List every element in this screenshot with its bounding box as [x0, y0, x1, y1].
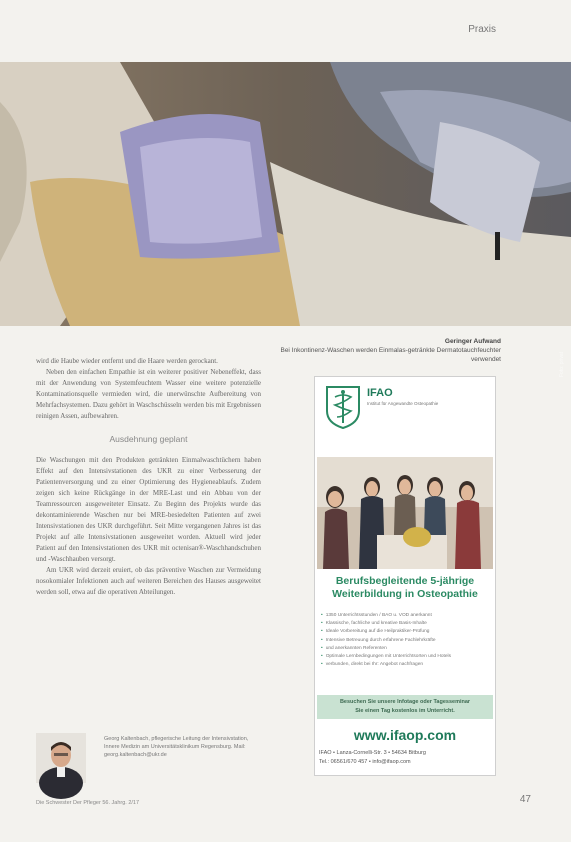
ad-feature-item: • Klassische, fachliche und kreative Basis-Inhalte [321, 620, 489, 628]
ad-callout-line1: Besuchen Sie unsere Infotage oder Tagesseminar [339, 699, 471, 705]
advertisement[interactable] [314, 376, 496, 776]
article-paragraph: Am UKR wird derzeit eruiert, ob das präventive Waschen zur Vermeidung nosokomialer Infektionen auch auf weiteren Bereichen des Hauses ausgeweitet werden soll, etwa auf die operativen Abteilungen. [36, 566, 261, 596]
caduceus-logo-icon [323, 385, 363, 429]
ad-contact-street: Lanza-Cornelli-Str. 3 [336, 750, 387, 756]
ad-contact: IFAO • Lanza-Cornelli-Str. 3 • 54634 Bitburg Tel.: 06561/670 457 • info@ifaop.com [319, 750, 426, 765]
ad-contact-org: IFAO [319, 750, 332, 756]
article-column [36, 356, 261, 598]
journal-footer: Die Schwester Der Pfleger 56. Jahrg. 2/17 [36, 800, 140, 806]
section-label: Praxis [468, 24, 496, 35]
ad-feature-item: • verbunden, direkt bei Ihr: Angebot nachfragen [321, 661, 489, 669]
photo-caption [261, 337, 501, 364]
author-bio: Georg Kaltenbach, pflegerische Leitung der Intensivstation, Innere Medizin am Universitätsklinikum Regensburg. Mail: georg.kaltenbach@ukr.de [104, 736, 249, 758]
ad-feature-item: • 1350 Unterrichtsstunden / BAO u. VOD anerkannt [321, 612, 489, 620]
author-box [36, 733, 266, 783]
ad-feature-item: • und anerkannten Referenten [321, 645, 489, 653]
ad-contact-email[interactable]: info@ifaop.com [372, 759, 411, 765]
ad-website-link[interactable]: www.ifaop.com [353, 727, 457, 743]
author-avatar [36, 733, 86, 783]
ad-title-line2: Weiterbildung in Osteopathie [332, 588, 478, 600]
ad-feature-item: • Ideale Vorbereitung auf die Heilpraktiker-Prüfung [321, 628, 489, 636]
ad-brand: IFAO [367, 387, 393, 399]
photo-credit: Foto: privat [559, 352, 565, 378]
article-paragraph: wird die Haube wieder entfernt und die Haare werden gerockant. [36, 357, 218, 365]
ad-feature-list [321, 612, 489, 669]
article-paragraph: Die Waschungen mit den Produkten getränkten Einmalwaschtüchern haben Effekt auf den Intensivstationen des UKR zu einer Verbesserung der Patientenversorgung und zu einer Optimierung des Hygieneablaufs. Zudem zeigen sich keine Rückgänge in der MRE-Last und ein Abbau von der Teamressourcen ausgeweiteter Einsatz. Zu Beginn des Projekts wurde das dekontaminierende Waschen nur bei MRE-besiedelten Patienten auf zwei Intensivstationen des UKR durchgeführt. Seit Mitte vergangenen Jahres ist das Projekt auf alle Intensivstationen ausgeweitet worden. Aktuell wird jeder Patient auf den Intensivstationen des UKR mit octenisan®-Waschhandschuhen und -Waschhauben versorgt. [36, 456, 261, 563]
ad-callout-line2: Sie einen Tag kostenlos im Unterricht. [355, 708, 455, 714]
ad-callout-band [317, 695, 493, 719]
ad-group-photo [317, 457, 493, 569]
ad-title [319, 575, 491, 601]
ad-title-line1: Berufsbegleitende 5-jährige [335, 575, 475, 587]
ad-feature-item: • Intensive Betreuung durch erfahrene Fachlehrkräfte [321, 637, 489, 645]
page-number: 47 [519, 794, 531, 805]
caption-text: Bei Inkontinenz-Waschen werden Einmalas-getränkte Dermatotauchfeuchter verwendet [280, 347, 501, 363]
caption-title: Geringer Aufwand [444, 338, 501, 345]
article-subheading: Ausdehnung geplant [109, 434, 188, 444]
ad-contact-city: 54634 Bitburg [391, 750, 426, 756]
article-paragraph: Neben den einfachen Empathie ist ein weiterer positiver Nebeneffekt, dass mit der Anwendung von Systemfeuchtem Wasser eine weitere potenzielle Kontaminationsquelle vermieden wird, die unerwünschte Aufbereitung von Mehrfachsystemen. Dazu gehört in Waschschüsseln werden bis mit Ergebnissen reinigen Assen, aufbewahren. [36, 368, 261, 420]
ad-brand-subtitle: Institut für Angewandte Osteopathie [367, 401, 439, 406]
ad-contact-phone: Tel.: 06561/670 457 [319, 759, 368, 765]
ad-feature-item: • Optimale Lernbedingungen mit Unterrichtsorten und Hotels [321, 653, 489, 661]
